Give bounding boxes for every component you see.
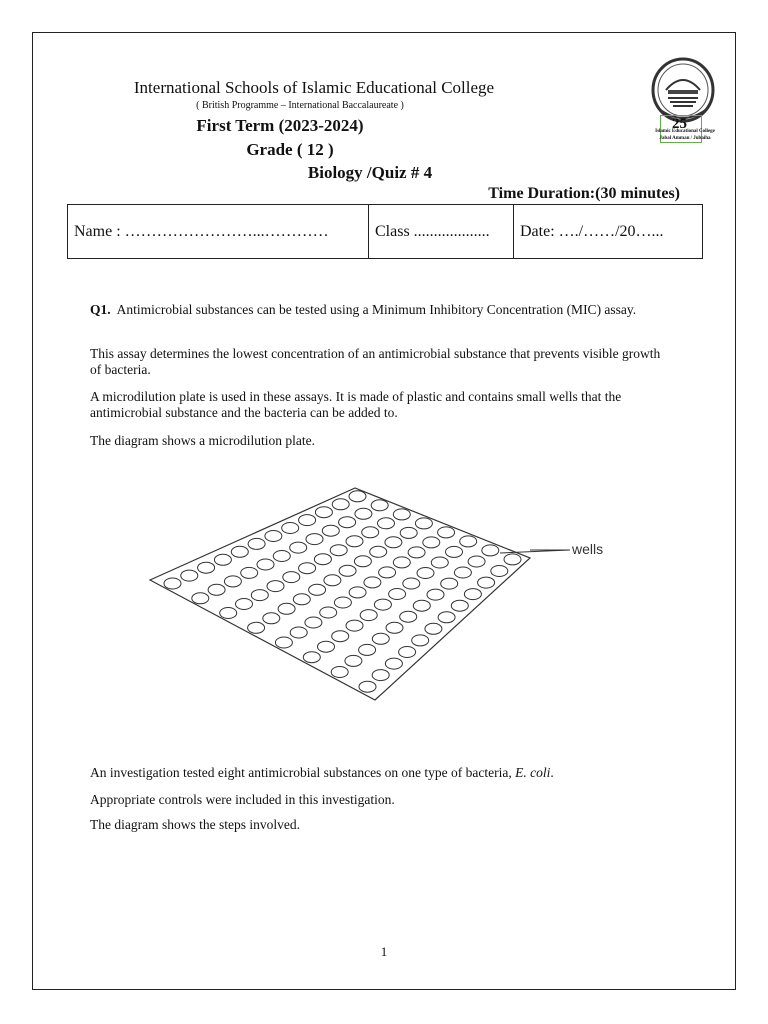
plate-well (385, 658, 402, 669)
name-field[interactable]: Name : ……………………...………… (68, 205, 369, 259)
question-paragraph-4: The diagram shows a microdilution plate. (90, 433, 315, 448)
plate-well (309, 584, 326, 595)
question-paragraph-7: The diagram shows the steps involved. (90, 817, 300, 832)
plate-well (385, 537, 402, 548)
plate-well (393, 509, 410, 520)
plate-well (427, 589, 444, 600)
plate-well (334, 597, 351, 608)
time-duration: Time Duration:(30 minutes) (488, 185, 680, 202)
plate-well (389, 589, 406, 600)
question-paragraph-2: This assay determines the lowest concentration of an antimicrobial substance that prevents visible growth of bacteria. (90, 346, 661, 377)
school-name: International Schools of Islamic Educational College (133, 78, 495, 97)
plate-well (354, 556, 371, 567)
question-paragraph-5 (90, 765, 670, 781)
plate-well (478, 577, 495, 588)
plate-well (360, 610, 377, 621)
plate-well (454, 567, 471, 578)
plate-well (346, 536, 363, 547)
plate-well (224, 576, 241, 587)
plate-well (282, 523, 299, 534)
class-field[interactable]: Class ................... (369, 205, 514, 259)
plate-well (438, 612, 455, 623)
question-paragraph-3: A microdilution plate is used in these assays. It is made of plastic and contains small wells that the antimicrobial substance and the bacteria can be added to. (90, 389, 622, 420)
plate-well (293, 594, 310, 605)
plate-well (299, 563, 316, 574)
plate-well (423, 537, 440, 548)
plate-well (322, 525, 339, 536)
question-paragraph-6: Appropriate controls were included in this investigation. (90, 792, 395, 807)
plate-well (164, 578, 181, 589)
bacteria-name: E. coli (515, 765, 551, 780)
plate-well (441, 578, 458, 589)
microdilution-plate-diagram (140, 470, 640, 710)
plate-well (273, 551, 290, 562)
plate-well (379, 567, 396, 578)
grade-title: Grade ( 12 ) (246, 140, 334, 159)
plate-well (393, 557, 410, 568)
investigation-text: An investigation tested eight antimicrobial substances on one type of bacteria, (90, 765, 516, 780)
plate-well (370, 546, 387, 557)
plate-well (491, 566, 508, 577)
plate-well (192, 593, 209, 604)
plate-well (415, 518, 432, 529)
plate-well (263, 613, 280, 624)
plate-well (408, 547, 425, 558)
plate-well (265, 531, 282, 542)
plate-well (359, 644, 376, 655)
plate-well (320, 607, 337, 618)
plate-well (332, 499, 349, 510)
quiz-title: Biology /Quiz # 4 (307, 163, 433, 182)
plate-well (413, 600, 430, 611)
plate-well (290, 627, 307, 638)
plate-well (346, 620, 363, 631)
plate-well (315, 507, 332, 518)
plate-well (345, 655, 362, 666)
plate-well (231, 546, 248, 557)
plate-well (267, 581, 284, 592)
score-value: 25 (672, 116, 687, 132)
plate-well (306, 534, 323, 545)
plate-well (446, 546, 463, 557)
plate-well (241, 567, 258, 578)
plate-well (339, 565, 356, 576)
plate-well (208, 584, 225, 595)
page-number: 1 (380, 944, 388, 959)
term-title: First Term (2023-2024) (196, 116, 364, 135)
student-info-table (67, 204, 703, 259)
plate-well (400, 611, 417, 622)
plate-well (349, 587, 366, 598)
plate-well (468, 556, 485, 567)
plate-well (378, 518, 395, 529)
plate-well (251, 590, 268, 601)
plate-well (412, 635, 429, 646)
plate-well (305, 617, 322, 628)
plate-well (372, 633, 389, 644)
question-text-1: Antimicrobial substances can be tested using a Minimum Inhibitory Concentration (MIC) assay. (116, 302, 637, 317)
wells-label: wells (572, 541, 604, 557)
question-paragraph-1 (90, 302, 670, 318)
plate-well (364, 577, 381, 588)
plate-well (451, 600, 468, 611)
plate-well (482, 545, 499, 556)
plate-well (371, 500, 388, 511)
plate-well (403, 578, 420, 589)
plate-well (248, 622, 265, 633)
programme-line: ( British Programme – International Baccalaureate ) (196, 100, 404, 111)
plate-well (303, 652, 320, 663)
plate-well (278, 603, 295, 614)
plate-well (332, 631, 349, 642)
question-number: Q1. (90, 302, 111, 317)
plate-well (355, 508, 372, 519)
plate-well (425, 623, 442, 634)
plate-well (362, 527, 379, 538)
plate-well (331, 667, 348, 678)
plate-well (299, 515, 316, 526)
date-field[interactable]: Date: …./……/20…... (514, 205, 703, 259)
plate-well (214, 554, 231, 565)
plate-well (504, 554, 521, 565)
plate-well (314, 554, 331, 565)
plate-well (181, 570, 198, 581)
plate-well (400, 527, 417, 538)
plate-well (372, 670, 389, 681)
plate-well (399, 647, 416, 658)
plate-well (438, 527, 455, 538)
logo-caption-line-1: Islamic Educational College (655, 129, 715, 134)
plate-well (359, 681, 376, 692)
plate-well (349, 491, 366, 502)
plate-well (220, 608, 237, 619)
plate-well (417, 568, 434, 579)
plate-well (283, 572, 300, 583)
plate-well (339, 517, 356, 528)
investigation-text-end: . (550, 765, 554, 780)
plate-well (374, 599, 391, 610)
plate-well (431, 557, 448, 568)
plate-well (257, 559, 274, 570)
plate-well (460, 536, 477, 547)
plate-body (150, 488, 530, 700)
plate-well (464, 589, 481, 600)
plate-well (386, 622, 403, 633)
plate-well (275, 637, 292, 648)
plate-well (324, 575, 341, 586)
plate-well (330, 545, 347, 556)
plate-well (198, 562, 215, 573)
plate-well (236, 599, 253, 610)
plate-well (318, 641, 335, 652)
logo-caption-line-2: Jabal Amman / Jubaiha (659, 136, 711, 141)
plate-well (248, 538, 265, 549)
plate-well (290, 542, 307, 553)
